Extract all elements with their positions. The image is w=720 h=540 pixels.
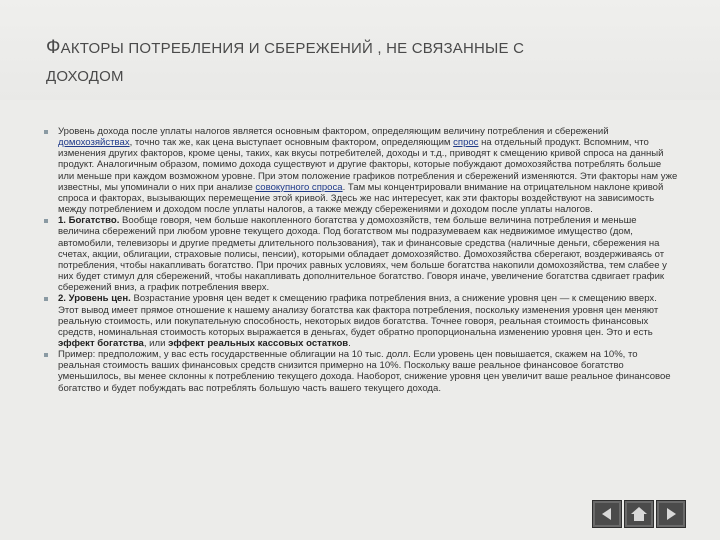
link-aggregate-demand[interactable]: совокупного спроса (255, 181, 343, 193)
slide-content (44, 126, 678, 394)
heading-wealth: 1. Богатство. (58, 215, 120, 227)
bullet-marker (44, 297, 48, 301)
paragraph-text: Уровень дохода после уплаты налогов является основным фактором, определяющим величину потребления и сбережений (58, 126, 609, 137)
bullet-marker (44, 353, 48, 357)
home-button[interactable] (624, 500, 654, 528)
slide-title (46, 34, 686, 91)
paragraph-text: Пример: предположим, у вас есть государственные облигации на 10 тыс. долл. Если уровень цен повышается, скажем на 10%, то реальная стоимость ваших финансовых средств снизится примерно на 10%. Поскольку ваше реальное финансовое богатство уменьшилось, вы менее склонны к потреблению текущего дохода. Наоборот, снижение уровня цен увеличит ваше реальное финансовое богатство и будет побуждать вас потреблять большую часть вашего текущего дохода. (58, 349, 671, 394)
paragraph-text: . Там мы концентрировали внимание на отрицательном наклоне кривой спроса и факторах, вызывающих перемещение этой кривой. Здесь же нас интересует, как эти факторы воздействуют на зависимость между потреблением и доходом после уплаты налогов, а также между сбережениями и доходом после уплаты налогов. (58, 181, 664, 216)
triangle-left-icon (599, 506, 615, 522)
bullet-item-wealth (44, 215, 678, 293)
next-slide-button[interactable] (656, 500, 686, 528)
paragraph-text: , точно так же, как цена выступает основным фактором, определяющим (129, 137, 454, 149)
term-real-balances-effect: эффект реальных кассовых остатков (168, 337, 349, 349)
bullet-item-intro (44, 126, 678, 215)
slide-navigation (592, 500, 686, 528)
prev-slide-button[interactable] (592, 500, 622, 528)
title-line2: ДОХОДОМ (46, 68, 124, 85)
heading-price-level: 2. Уровень цен. (58, 293, 131, 305)
bullet-marker (44, 130, 48, 134)
paragraph-text: Возрастание уровня цен ведет к смещению графика потребления вниз, а снижение уровня цен — к смещению вверх. Этот вывод имеет прямое отношение к нашему анализу богатства как фактора потребления, поскольку изменения уровня цен меняют реальную стоимость, или покупательную способность, некоторых видов богатства. Точнее говоря, реальная стоимость финансовых средств, номинальная стоимость которых выражается в деньгах, будет обратно пропорциональна изменению уровня цен. Это и есть (58, 293, 659, 338)
paragraph-text: Вообще говоря, чем больше накопленного богатства у домохозяйств, тем больше величина потребления и меньше величина сбережений при любом уровне текущего дохода. Под богатством мы подразумеваем как недвижимое имущество (дом, автомобили, телевизоры и другие предметы длительного пользования), так и финансовые средства (наличные деньги, сбережения на счетах, акции, облигации, страховые полисы, пенсии), которыми обладает домохозяйство. Домохозяйства сберегают, воздерживаясь от потребления, чтобы накапливать богатство. При прочих равных условиях, чем больше богатства накопили домохозяйства, тем слабее у них будет стимул для сбережений, чтобы накапливать дополнительное богатство. Говоря иначе, увеличение богатства сдвигает график сбережений вниз, а график потребления вверх. (58, 215, 667, 294)
paragraph-text: . (348, 337, 351, 349)
paragraph-text: , или (143, 337, 169, 349)
title-line1: АКТОРЫ ПОТРЕБЛЕНИЯ И СБЕРЕЖЕНИЙ , НЕ СВЯЗАННЫЕ С (60, 40, 525, 57)
bullet-marker (44, 219, 48, 223)
paragraph-text: на отдельный продукт. Вспомним, что изменения других факторов, кроме цены, таких, как вкусы потребителей, доходы и т.д., приводят к смещению кривой спроса на данный продукт. Аналогичным образом, помимо дохода существуют и другие факторы, которые побуждают домохозяйства потреблять больше или меньше при каждом возможном уровне. При этом положение графиков потребления и сбережений изменяются. Эти факторы нам уже известны, мы упоминали о них при анализе (58, 137, 678, 193)
title-first-letter: Ф (46, 37, 61, 58)
term-wealth-effect: эффект богатства (58, 337, 144, 349)
bullet-item-price-level (44, 293, 678, 349)
home-icon (630, 506, 648, 522)
link-households[interactable]: домохозяйствах (58, 137, 130, 149)
bullet-item-example (44, 349, 678, 394)
link-demand[interactable]: спрос (453, 137, 479, 149)
triangle-right-icon (663, 506, 679, 522)
